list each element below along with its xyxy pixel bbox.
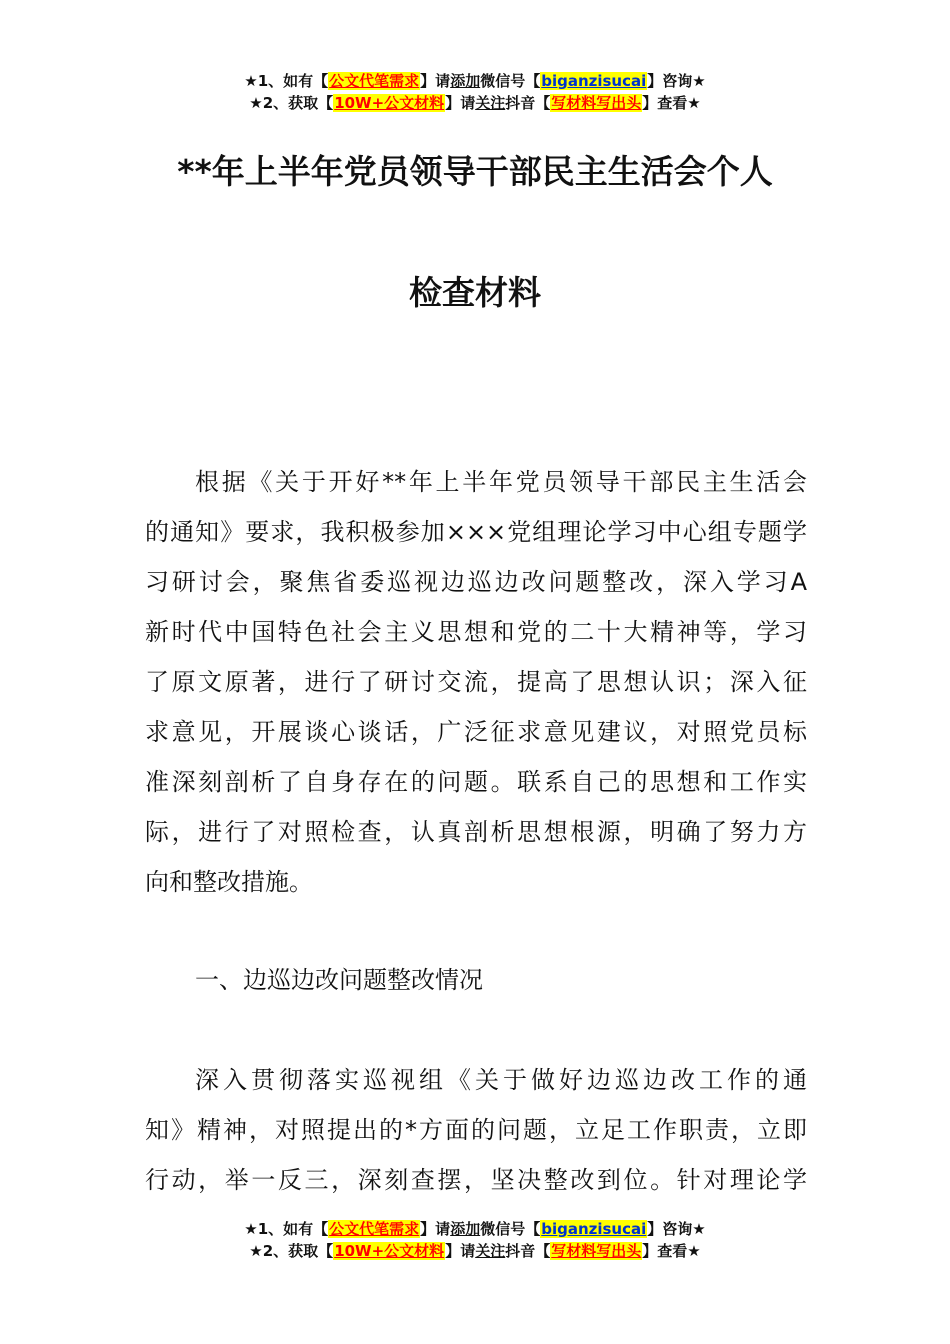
banner-highlight-wechat-id: biganzisucai	[541, 1220, 647, 1238]
section-heading-1: 一、边巡边改问题整改情况	[195, 966, 483, 994]
paragraph-line: 准深刻剖析了自身存在的问题。联系自己的思想和工作实	[145, 768, 807, 796]
banner-line-2: ★2、获取【10W+公文材料】请关注抖音【写材料写出头】查看★	[249, 1242, 701, 1260]
banner-line-1: ★1、如有【公文代笔需求】请添加微信号【biganzisucai】咨询★	[244, 72, 706, 90]
paragraph-line: 了原文原著，进行了研讨交流，提高了思想认识；深入征	[145, 668, 807, 696]
banner-highlight-materials: 10W+公文材料	[334, 1242, 445, 1260]
banner-highlight-douyin-account: 写材料写出头	[551, 94, 642, 112]
paragraph-line: 际，进行了对照检查，认真剖析思想根源，明确了努力方	[145, 818, 807, 846]
paragraph-section-1	[145, 1055, 807, 1205]
document-title-line-1: **年上半年党员领导干部民主生活会个人	[177, 152, 773, 191]
paragraph-line: 新时代中国特色社会主义思想和党的二十大精神等，学习	[145, 618, 807, 646]
paragraph-line: 习研讨会，聚焦省委巡视边巡边改问题整改，深入学习A	[145, 568, 807, 596]
paragraph-line: 向和整改措施。	[145, 868, 313, 896]
paragraph-intro	[145, 457, 807, 907]
top-banner	[0, 70, 950, 114]
paragraph-line: 的通知》要求，我积极参加×××党组理论学习中心组专题学	[145, 518, 807, 546]
banner-line-2: ★2、获取【10W+公文材料】请关注抖音【写材料写出头】查看★	[249, 94, 701, 112]
banner-line-1: ★1、如有【公文代笔需求】请添加微信号【biganzisucai】咨询★	[244, 1220, 706, 1238]
banner-highlight-service: 公文代笔需求	[329, 1220, 420, 1238]
paragraph-line: 根据《关于开好**年上半年党员领导干部民主生活会	[195, 468, 807, 496]
document-title-line-2: 检查材料	[409, 273, 541, 312]
banner-highlight-materials: 10W+公文材料	[334, 94, 445, 112]
banner-highlight-douyin-account: 写材料写出头	[551, 1242, 642, 1260]
paragraph-line: 知》精神，对照提出的*方面的问题，立足工作职责，立即	[145, 1116, 807, 1144]
paragraph-line: 行动，举一反三，深刻查摆，坚决整改到位。针对理论学	[145, 1166, 807, 1194]
paragraph-line: 深入贯彻落实巡视组《关于做好边巡边改工作的通	[195, 1066, 807, 1094]
paragraph-line: 求意见，开展谈心谈话，广泛征求意见建议，对照党员标	[145, 718, 807, 746]
banner-highlight-service: 公文代笔需求	[329, 72, 420, 90]
banner-highlight-wechat-id: biganzisucai	[541, 72, 647, 90]
bottom-banner	[0, 1218, 950, 1262]
